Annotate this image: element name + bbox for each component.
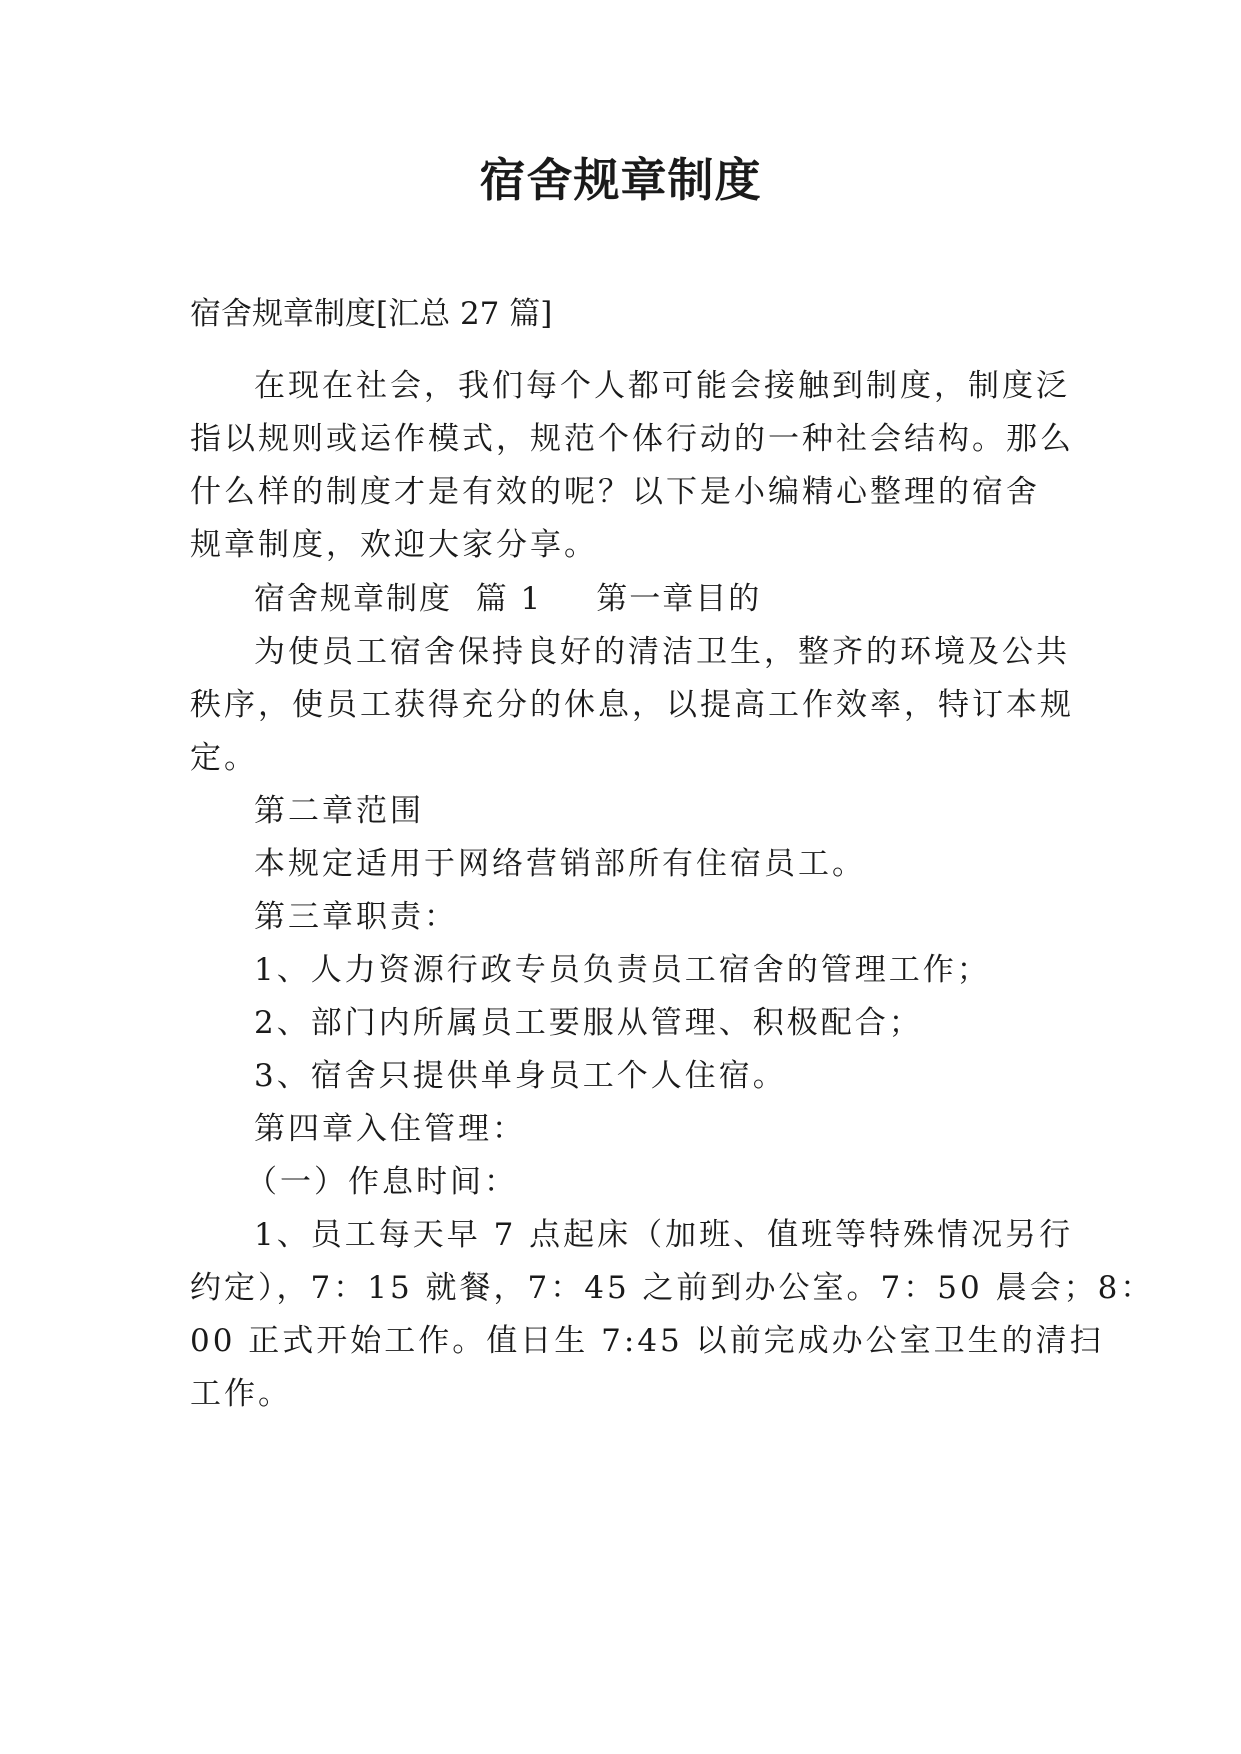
schedule-line-3: 00 正式开始工作。值日生 7:45 以前完成办公室卫生的清扫	[190, 1323, 1104, 1359]
intro-line-1: 在现在社会，我们每个人都可能会接触到制度，制度泛	[254, 368, 1070, 404]
document-subtitle: 宿舍规章制度[汇总 27 篇]	[190, 296, 553, 332]
intro-line-4: 规章制度，欢迎大家分享。	[190, 527, 598, 563]
chapter-1-heading: 第一章目的	[596, 581, 762, 617]
section-1-label: 宿舍规章制度 篇 1	[254, 581, 543, 617]
chapter-3-item-1: 1、人力资源行政专员负责员工宿舍的管理工作；	[254, 952, 991, 988]
chapter-3-item-3: 3、宿舍只提供单身员工个人住宿。	[254, 1058, 787, 1094]
chapter-4-heading: 第四章入住管理：	[254, 1111, 526, 1147]
section-1-heading	[254, 577, 761, 621]
chapter-3-heading: 第三章职责：	[254, 899, 458, 935]
intro-line-3: 什么样的制度才是有效的呢？以下是小编精心整理的宿舍	[190, 474, 1040, 510]
chapter-4-subheading: （一）作息时间：	[246, 1164, 518, 1200]
document-title: 宿舍规章制度	[479, 153, 762, 207]
schedule-line-2: 约定），7：15 就餐，7：45 之前到办公室。7：50 晨会；8：	[190, 1270, 1155, 1306]
schedule-line-1: 1、员工每天早 7 点起床（加班、值班等特殊情况另行	[254, 1217, 1074, 1253]
chapter-1-line-3: 定。	[190, 740, 258, 776]
chapter-1-line-2: 秩序，使员工获得充分的休息，以提高工作效率，特订本规	[190, 687, 1074, 723]
chapter-3-item-2: 2、部门内所属员工要服从管理、积极配合；	[254, 1005, 923, 1041]
intro-line-2: 指以规则或运作模式，规范个体行动的一种社会结构。那么	[190, 421, 1074, 457]
chapter-2-heading: 第二章范围	[254, 793, 424, 829]
chapter-1-line-1: 为使员工宿舍保持良好的清洁卫生，整齐的环境及公共	[254, 634, 1070, 670]
chapter-2-body: 本规定适用于网络营销部所有住宿员工。	[254, 846, 866, 882]
schedule-line-4: 工作。	[190, 1376, 292, 1412]
